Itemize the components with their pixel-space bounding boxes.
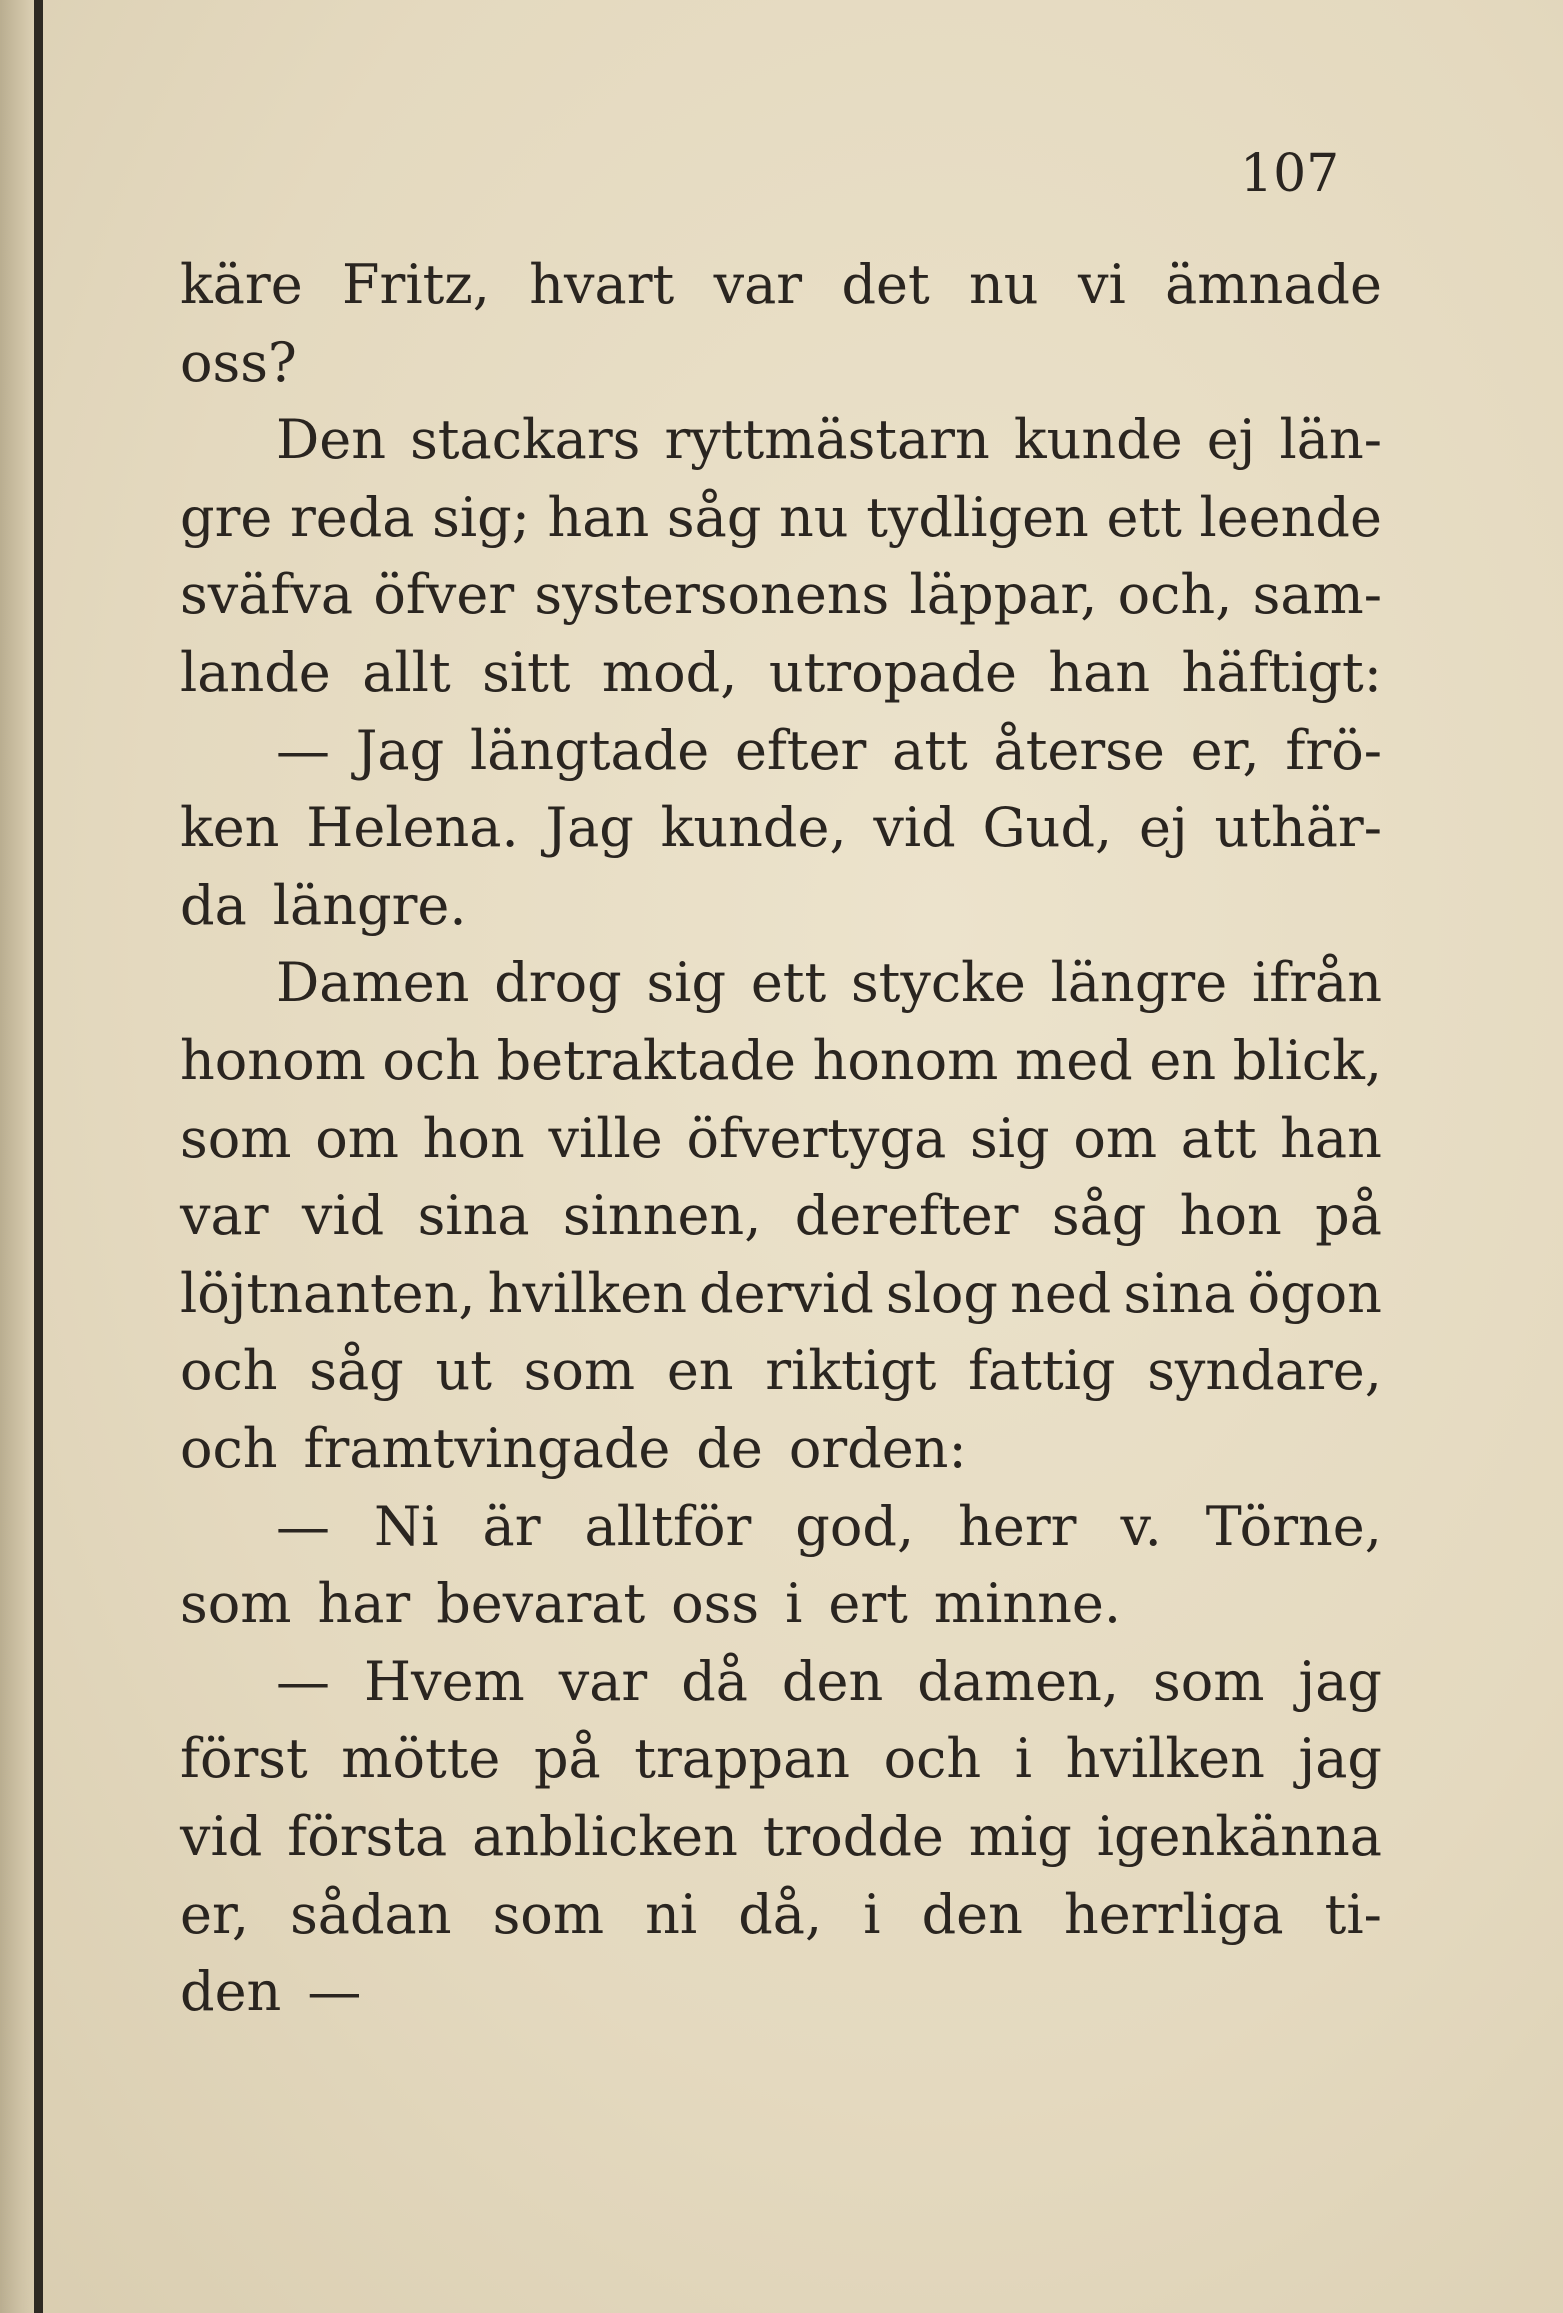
text-line: — Ni är alltför god, herr v. Törne,: [276, 1494, 1382, 1558]
text-line: Damen drog sig ett stycke längre ifrån: [276, 951, 1382, 1015]
text-line: — Hvem var då den damen, som jag: [276, 1649, 1382, 1713]
page-spine-shadow: [0, 0, 36, 2313]
text-line: den —: [180, 1960, 362, 2024]
text-line: oss?: [180, 330, 297, 394]
text-line: som om hon ville öfvertyga sig om att han: [180, 1106, 1382, 1170]
text-line: honom och betraktade honom med en blick,: [180, 1029, 1382, 1092]
text-line: ken Helena. Jag kunde, vid Gud, ej uthär-: [180, 796, 1382, 860]
text-line: lande allt sitt mod, utropade han häftigt:: [180, 641, 1382, 704]
text-line: löjtnanten, hvilken dervid slog ned sina ögon: [180, 1261, 1382, 1325]
page-number: 107: [1240, 144, 1340, 204]
text-line: käre Fritz, hvart var det nu vi ämnade: [180, 253, 1382, 316]
page-spine-edge: [34, 0, 43, 2313]
text-line: först mötte på trappan och i hvilken jag: [180, 1727, 1382, 1791]
text-line: var vid sina sinnen, derefter såg hon på: [180, 1184, 1382, 1248]
text-line: sväfva öfver systersonens läppar, och, sam-: [180, 563, 1382, 627]
text-line: — Jag längtade efter att återse er, frö-: [276, 718, 1382, 782]
text-line: er, sådan som ni då, i den herrliga ti-: [180, 1882, 1382, 1946]
text-line: Den stackars ryttmästarn kunde ej län-: [276, 408, 1382, 472]
text-line: och framtvingade de orden:: [180, 1417, 967, 1480]
text-line: vid första anblicken trodde mig igenkänna: [180, 1805, 1382, 1868]
text-line: och såg ut som en riktigt fattig syndare,: [180, 1339, 1382, 1403]
text-line: gre reda sig; han såg nu tydligen ett leende: [180, 485, 1382, 549]
text-line: som har bevarat oss i ert minne.: [180, 1572, 1122, 1636]
text-line: da längre.: [180, 873, 467, 937]
